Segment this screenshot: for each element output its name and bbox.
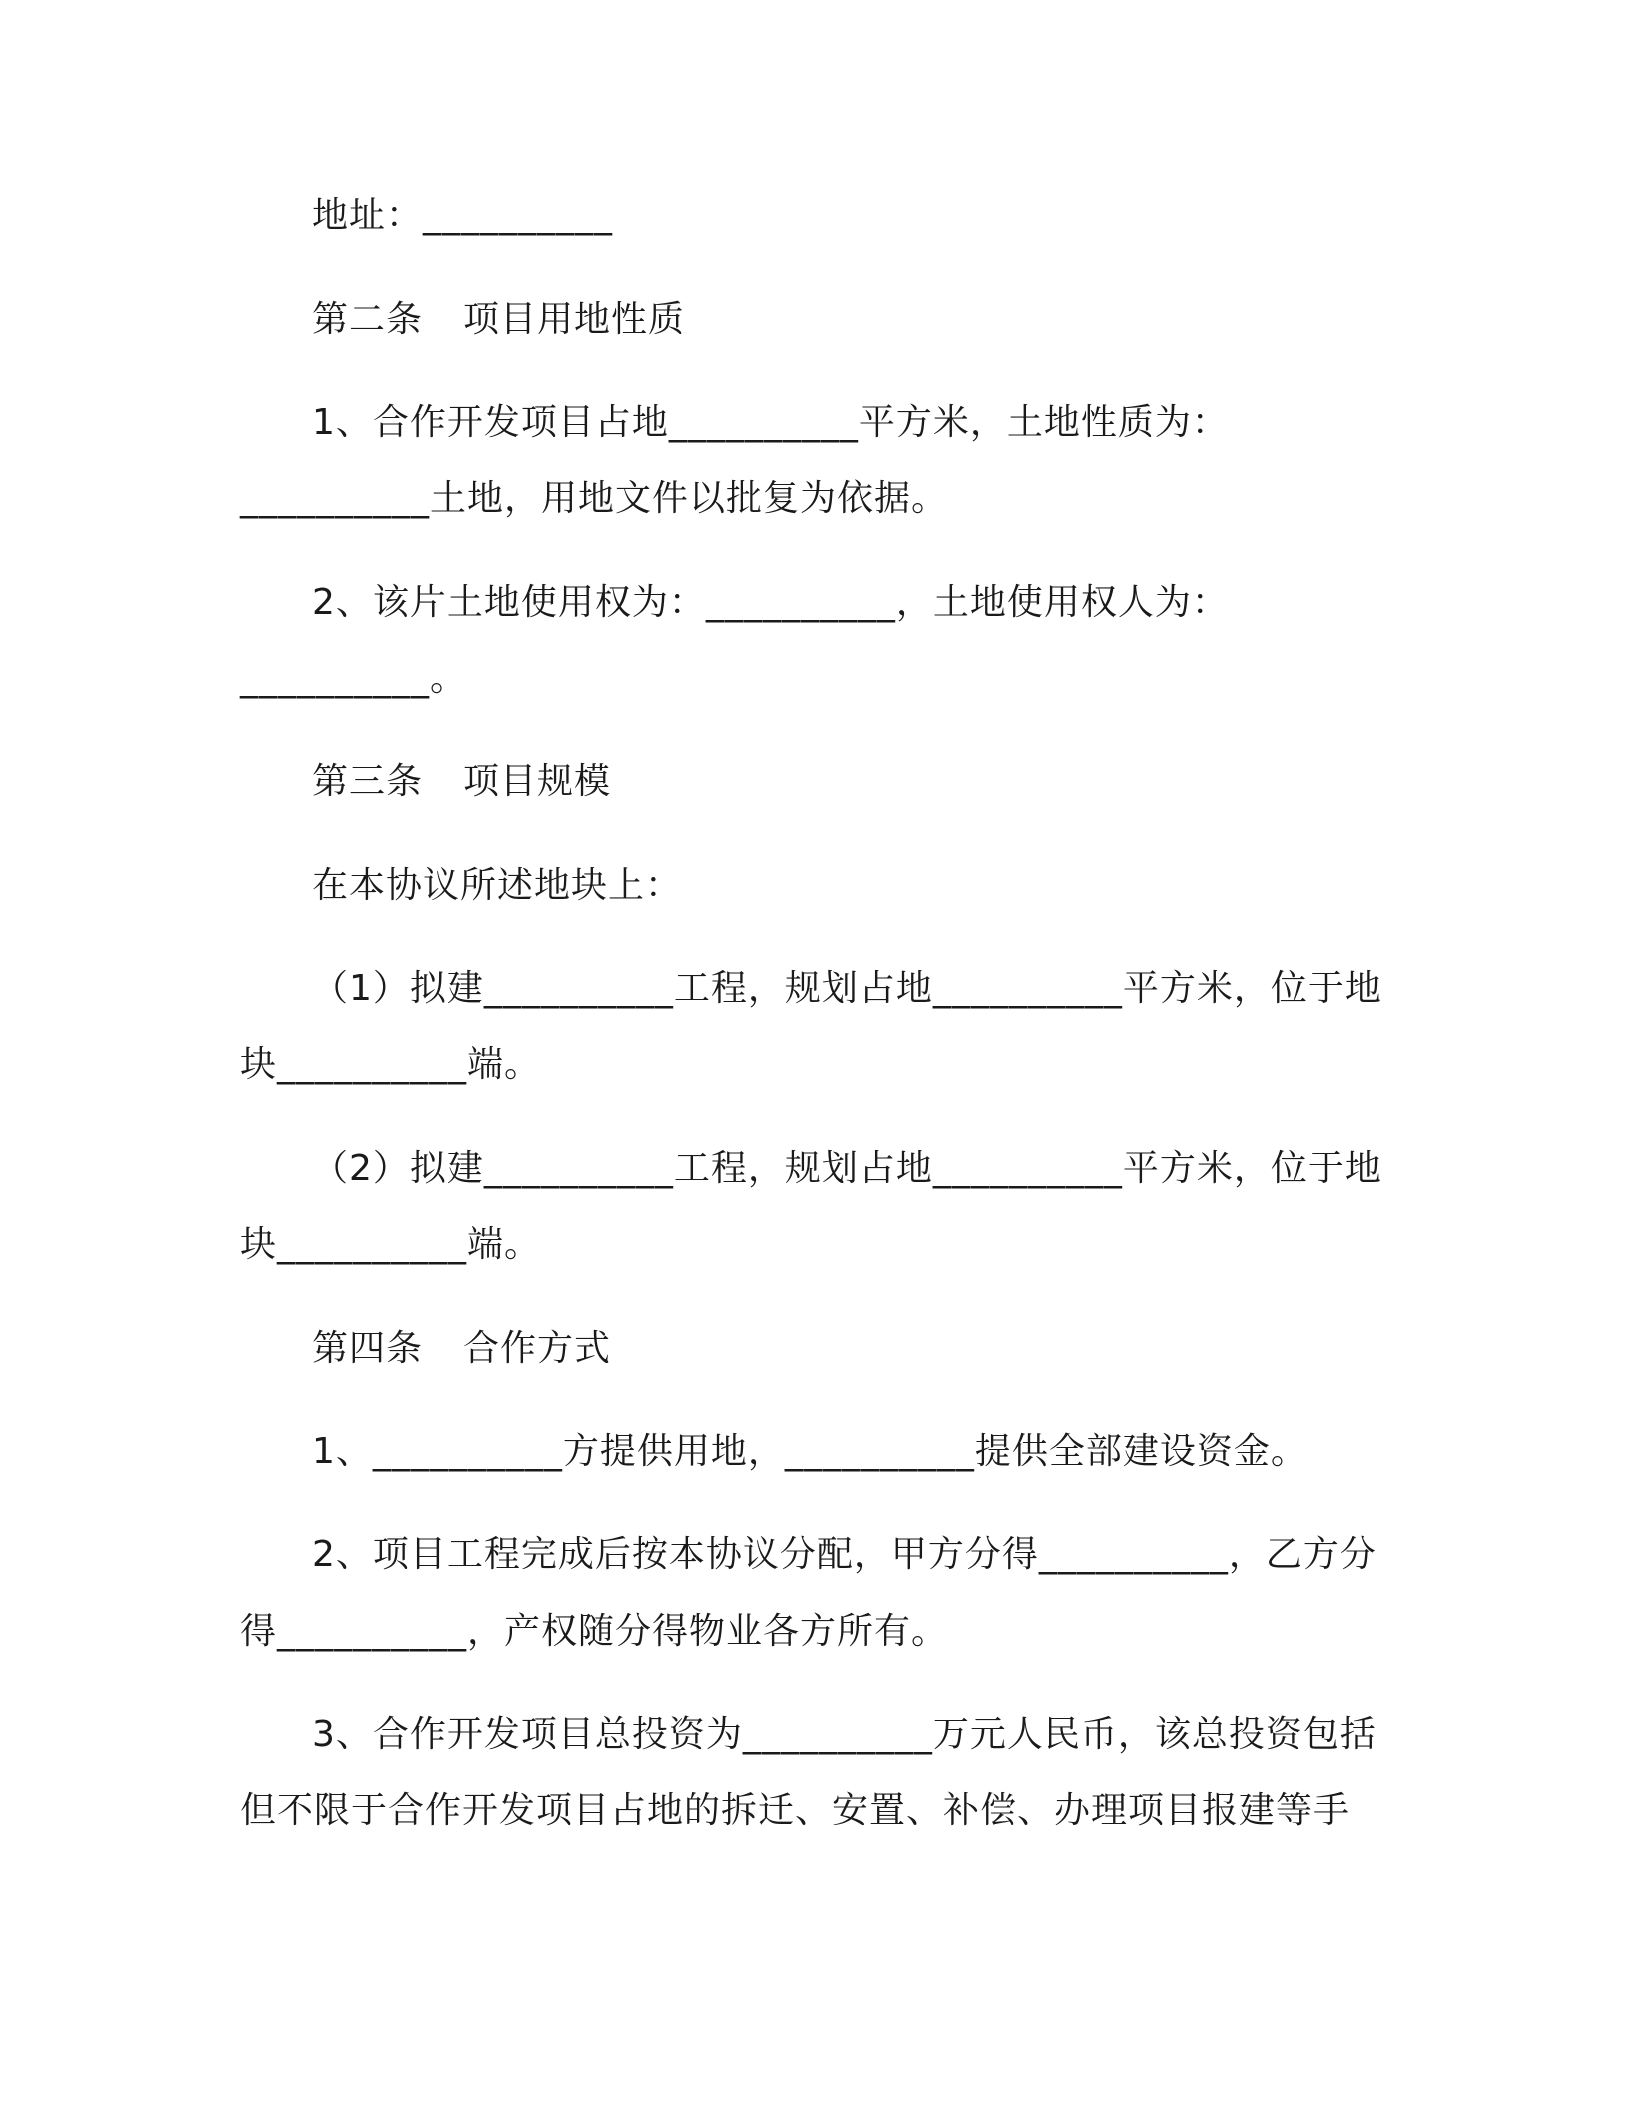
article-3-item-1-line-2: 块__________端。 (240, 1044, 542, 1085)
article-2-title: 项目用地性质 (463, 299, 686, 340)
article-2-item-2-line-2: __________。 (240, 658, 468, 699)
article-3-item-1-line-1: （1）拟建__________工程，规划占地__________平方米，位于地 (312, 968, 1382, 1009)
article-4-title: 合作方式 (463, 1328, 612, 1369)
article-4-item-3-line-1: 3、合作开发项目总投资为__________万元人民币，该总投资包括 (312, 1714, 1377, 1755)
article-4-number: 第四条 (312, 1328, 424, 1369)
article-2-item-1-line-1: 1、合作开发项目占地__________平方米，土地性质为： (312, 402, 1229, 443)
article-3-number: 第三条 (312, 761, 424, 802)
article-3-intro: 在本协议所述地块上： (312, 865, 683, 906)
article-4-item-3-line-2: 但不限于合作开发项目占地的拆迁、安置、补偿、办理项目报建等手 (240, 1790, 1351, 1831)
article-2-heading (312, 299, 686, 340)
article-3-title: 项目规模 (463, 761, 612, 802)
article-2-item-2-line-1: 2、该片土地使用权为：__________，土地使用权人为： (312, 582, 1229, 623)
article-3-item-2-line-1: （2）拟建__________工程，规划占地__________平方米，位于地 (312, 1148, 1382, 1189)
article-4-item-1: 1、__________方提供用地，__________提供全部建设资金。 (312, 1431, 1308, 1472)
article-2-item-1-line-2: __________土地，用地文件以批复为依据。 (240, 478, 949, 519)
article-3-item-2-line-2: 块__________端。 (240, 1224, 542, 1265)
article-3-heading (312, 761, 612, 802)
article-2-number: 第二条 (312, 299, 424, 340)
article-4-item-2-line-2: 得__________，产权随分得物业各方所有。 (240, 1611, 949, 1652)
article-4-item-2-line-1: 2、项目工程完成后按本协议分配，甲方分得__________，乙方分 (312, 1534, 1377, 1575)
article-4-heading (312, 1328, 612, 1369)
address-line: 地址：__________ (312, 195, 614, 236)
